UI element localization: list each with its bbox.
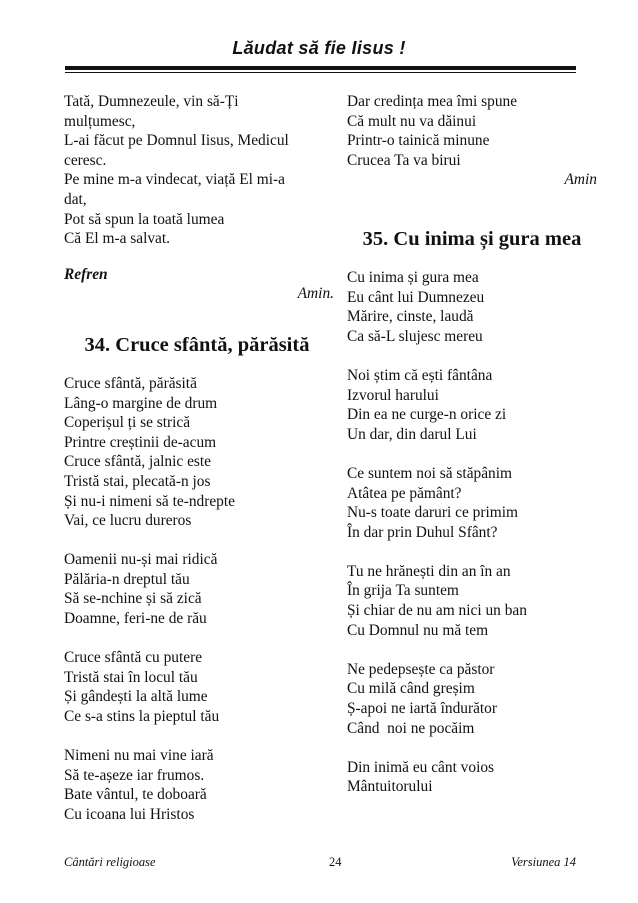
header-rule-thick	[65, 66, 576, 70]
verse-line: Oamenii nu-și mai ridică	[64, 551, 218, 569]
verse-line: Cu Domnul nu mă tem	[347, 621, 489, 639]
verse-line: Un dar, din darul Lui	[347, 425, 477, 443]
verse-line: Doamne, feri-ne de rău	[64, 610, 207, 628]
page-header-title: Lăudat să fie Iisus !	[232, 38, 406, 58]
song-title-35: 35. Cu inima și gura mea	[362, 227, 582, 250]
footer-version: Versiunea 14	[511, 855, 576, 869]
stanza	[347, 366, 597, 444]
verse-line: Tristă stai, plecată-n jos	[64, 472, 211, 490]
verse-line: Printr-o tainică minune	[347, 132, 490, 150]
stanza	[64, 648, 334, 726]
verse-line: Și nu-i nimeni să te-ndrepte	[64, 492, 235, 510]
verse-line: Crucea Ta va birui	[347, 151, 461, 169]
stanza	[347, 464, 597, 542]
verse-line: Să se-nchine și să zică	[64, 590, 202, 608]
verse-line: Noi știm că ești fântâna	[347, 366, 493, 384]
verse-line: Din ea ne curge-n orice zi	[347, 406, 507, 424]
stanza	[347, 268, 597, 346]
verse-line: Să te-așeze iar frumos.	[64, 766, 205, 784]
stanza	[64, 374, 334, 531]
verse-line: Lâng-o margine de drum	[64, 394, 218, 412]
verse-line: Printre creștinii de-acum	[64, 433, 217, 451]
stanza	[64, 746, 334, 824]
song-title-34: 34. Cruce sfântă, părăsită	[84, 333, 310, 356]
refren-label: Refren	[64, 265, 108, 283]
verse-line: Nu-s toate daruri ce primim	[347, 504, 518, 522]
verse-line: Că El m-a salvat.	[64, 230, 170, 248]
verse-line: Tată, Dumnezeule, vin să-Ți	[64, 93, 239, 110]
verse-line: Mărire, cinste, laudă	[347, 308, 474, 326]
verse-line: Că mult nu va dăinui	[347, 112, 477, 130]
verse-line: Pot să spun la toată lumea	[64, 210, 225, 228]
verse-line: Tristă stai în locul tău	[64, 668, 198, 686]
right-column	[347, 92, 597, 797]
verse-line: Și chiar de nu am nici un ban	[347, 602, 527, 620]
verse-line: Pe mine m-a vindecat, viață El mi-a	[64, 171, 285, 189]
amin-label: Amin.	[297, 285, 334, 303]
verse-line: Coperișul ți se strică	[64, 414, 191, 432]
verse-line: Ce s-a stins la pieptul tău	[64, 708, 220, 726]
verse-line: Ca să-L slujesc mereu	[347, 327, 483, 345]
verse-line: Tu ne hrănești din an în an	[347, 562, 511, 580]
verse-line: Din inimă eu cânt voios	[347, 758, 495, 776]
header-rule-thin	[65, 72, 576, 73]
page-footer	[64, 855, 576, 870]
verse-line: Cruce sfântă, părăsită	[64, 374, 197, 392]
stanza	[347, 660, 597, 738]
verse-line: dat,	[64, 190, 87, 208]
verse-line: ceresc.	[64, 151, 107, 169]
verse-line: În grija Ta suntem	[347, 582, 459, 600]
verse-line: Ne pedepsește ca păstor	[347, 660, 495, 678]
amin-label: Amin	[564, 171, 597, 189]
page-number: 24	[329, 855, 342, 869]
verse-line: Și gândești la altă lume	[64, 688, 208, 706]
verse-line: Ș-apoi ne iartă îndurător	[347, 700, 498, 718]
song-34-ending	[347, 92, 597, 170]
verse-line: Ce suntem noi să stăpânim	[347, 464, 512, 482]
left-column	[64, 92, 334, 825]
verse-line: Când noi ne pocăim	[347, 719, 475, 737]
footer-book-title: Cântări religioase	[64, 855, 156, 869]
verse-line: L-ai făcut pe Domnul Iisus, Medicul	[64, 132, 289, 150]
verse-line: Izvorul harului	[347, 386, 439, 404]
verse-line: Mântuitorului	[347, 778, 433, 796]
verse-line: Cruce sfântă cu putere	[64, 649, 203, 667]
stanza	[347, 758, 597, 797]
song-33-ending	[64, 92, 334, 249]
verse-line: În dar prin Duhul Sfânt?	[347, 523, 498, 541]
verse-line: Bate vântul, te doboară	[64, 786, 207, 804]
verse-line: Atâtea pe pământ?	[347, 484, 462, 502]
stanza	[64, 550, 334, 628]
verse-line: mulțumesc,	[64, 112, 136, 130]
verse-line: Cu milă când greșim	[347, 680, 475, 698]
verse-line: Nimeni nu mai vine iară	[64, 747, 214, 765]
verse-line: Cruce sfântă, jalnic este	[64, 453, 212, 471]
stanza	[347, 562, 597, 640]
verse-line: Eu cânt lui Dumnezeu	[347, 288, 485, 306]
verse-line: Cu inima și gura mea	[347, 268, 479, 286]
verse-line: Pălăria-n dreptul tău	[64, 570, 190, 588]
verse-line: Vai, ce lucru dureros	[64, 512, 192, 530]
verse-line: Cu icoana lui Hristos	[64, 806, 195, 823]
verse-line: Dar credința mea îmi spune	[347, 93, 518, 110]
